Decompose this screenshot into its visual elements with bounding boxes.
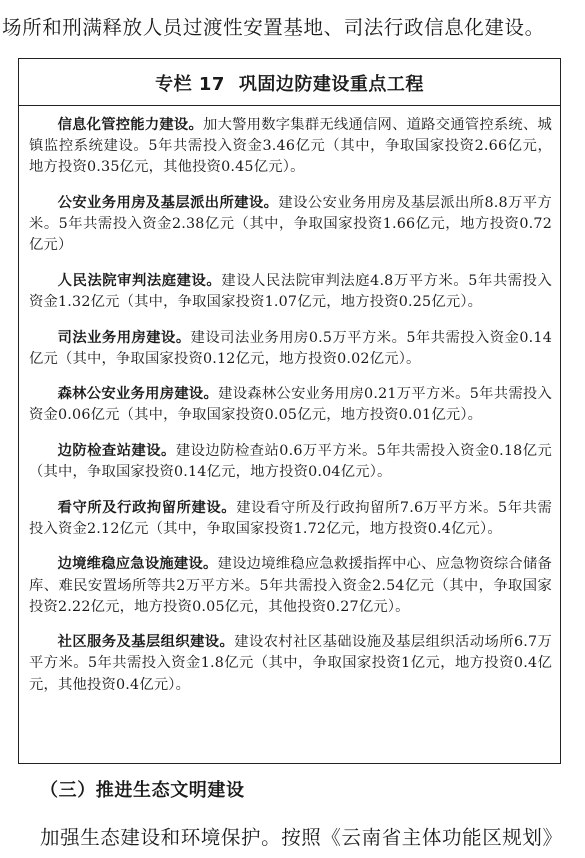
item-body: 建设森林公安业务用房0.21万平方米。5年共需投入资金0.06亿元（其中，争取国家投资0.05亿元，地方投资0.01亿元）。 [29,386,552,424]
section-heading: （三）推进生态文明建设 [40,780,245,801]
list-item [29,193,552,257]
list-item [29,554,552,618]
column-title-text: 巩固边防建设重点工程 [238,74,424,95]
item-body: 建设看守所及行政拘留所7.6万平方米。5年共需投入资金2.12亿元（其中，争取国家投资1.72亿元，地方投资0.4亿元）。 [29,499,552,537]
list-item [29,632,552,696]
item-body: 建设农村社区基础设施及基层组织活动场所6.7万平方米。5年共需投入资金1.8亿元（其中，争取国家投资1亿元，地方投资0.4亿元，其他投资0.4亿元）。 [29,634,552,693]
column-box [18,58,561,764]
item-body: 建设边防检查站0.6万平方米。5年共需投入资金0.18亿元（其中，争取国家投资0.14亿元，地方投资0.04亿元）。 [29,442,552,481]
intro-line: 场所和刑满释放人员过渡性安置基地、司法行政信息化建设。 [2,16,545,39]
item-heading: 社区服务及基层组织建设。 [57,634,235,651]
list-item [29,384,552,426]
item-body: 建设人民法院审判法庭4.8万平方米。5年共需投入资金1.32亿元（其中，争取国家投资1.07亿元，地方投资0.25亿元）。 [29,272,552,311]
item-heading: 看守所及行政拘留所建设。 [57,499,237,516]
list-item [29,441,552,483]
item-body: 建设公安业务用房及基层派出所8.8万平方米。5年共需投入资金2.38亿元（其中，争取国家投资1.66亿元，地方投资0.72亿元） [29,194,552,254]
list-item [29,271,552,313]
item-heading: 森林公安业务用房建设。 [57,386,219,403]
list-item [29,328,552,370]
column-label: 专栏 17 [155,74,225,95]
item-body: 建设边境维稳应急救援指挥中心、应急物资综合储备库、难民安置场所等共2万平方米。5年共需投入资金2.54亿元（其中，争取国家投资2.22亿元，地方投资0.05亿元，其他投资0.27亿元）。 [29,556,552,615]
item-list [29,115,552,699]
list-item [29,115,552,179]
item-heading: 人民法院审判法庭建设。 [57,272,222,289]
item-heading: 边境维稳应急设施建设。 [57,556,218,573]
item-heading: 信息化管控能力建设。 [57,117,204,133]
list-item [29,498,552,540]
item-heading: 司法业务用房建设。 [57,329,191,346]
body-paragraph: 加强生态建设和环境保护。按照《云南省主体功能区规划》 [40,826,563,849]
column-title [19,65,560,106]
item-heading: 边防检查站建设。 [57,442,176,459]
item-heading: 公安业务用房及基层派出所建设。 [57,194,279,211]
item-body: 建设司法业务用房0.5万平方米。5年共需投入资金0.14亿元（其中，争取国家投资0.12亿元，地方投资0.02亿元）。 [29,329,552,367]
item-body: 加大警用数字集群无线通信网、道路交通管控系统、城镇监控系统建设。5年共需投入资金3.46亿元（其中，争取国家投资2.66亿元，地方投资0.35亿元，其他投资0.45亿元）。 [29,117,552,176]
